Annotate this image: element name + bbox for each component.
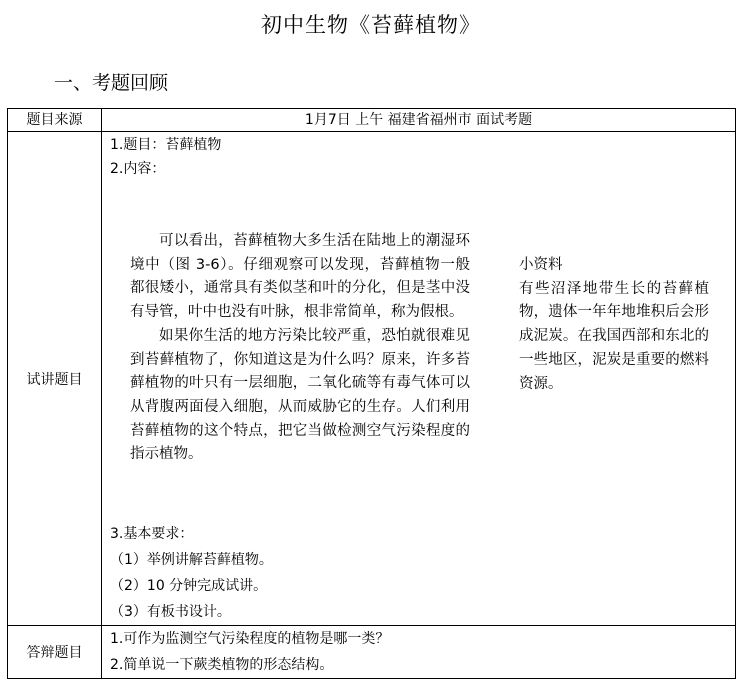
requirement-item: （2）10 分钟完成试讲。 xyxy=(110,578,268,594)
textbook-passage xyxy=(130,230,470,467)
source-label: 题目来源 xyxy=(8,109,102,132)
sidebar-text: 有些沼泽地带生长的苔藓植物，遗体一年年地堆积后会形成泥炭。在我国西部和东北的一些地区，泥炭是重要的燃料资源。 xyxy=(519,280,709,392)
table-row xyxy=(8,109,736,132)
exam-table xyxy=(7,108,736,679)
defense-label: 答辩题目 xyxy=(8,626,102,679)
sidebar-title: 小资料 xyxy=(519,257,563,273)
sidebar-note xyxy=(519,254,709,396)
passage-paragraph: 可以看出，苔藓植物大多生活在陆地上的潮湿环境中（图 3-6）。仔细观察可以发现，苔藓植物一般都很矮小，通常具有类似茎和叶的分化，但是茎中没有导管，叶中也没有叶脉，根非常简单，称为假根。 xyxy=(130,233,470,321)
table-row xyxy=(8,626,736,679)
passage-paragraph: 如果你生活的地方污染比较严重，恐怕就很难见到苔藓植物了，你知道这是为什么吗？原来，许多苔藓植物的叶只有一层细胞，二氧化硫等有毒气体可以从背腹两面侵入细胞，从而威胁它的生存。人们利用苔藓植物的这个特点，把它当做检测空气污染程度的指示植物。 xyxy=(130,327,470,463)
requirement-item: （3）有板书设计。 xyxy=(110,604,231,620)
page-title: 初中生物《苔藓植物》 xyxy=(261,13,481,37)
lecture-label: 试讲题目 xyxy=(8,132,102,626)
table-row xyxy=(8,132,736,626)
requirement-item: （1）举例讲解苔藓植物。 xyxy=(110,552,273,568)
defense-question: 2.简单说一下蕨类植物的形态结构。 xyxy=(110,657,334,673)
requirements-title: 3.基本要求： xyxy=(110,526,194,542)
lecture-content-cell xyxy=(102,132,736,626)
defense-question: 1.可作为监测空气污染程度的植物是哪一类？ xyxy=(110,631,390,647)
defense-cell xyxy=(102,626,736,679)
source-value: 1月7日 上午 福建省福州市 面试考题 xyxy=(102,109,736,132)
content-line: 2.内容： xyxy=(110,161,166,177)
topic-line: 1.题目：苔藓植物 xyxy=(110,137,222,153)
section-heading: 一、考题回顾 xyxy=(54,72,169,94)
